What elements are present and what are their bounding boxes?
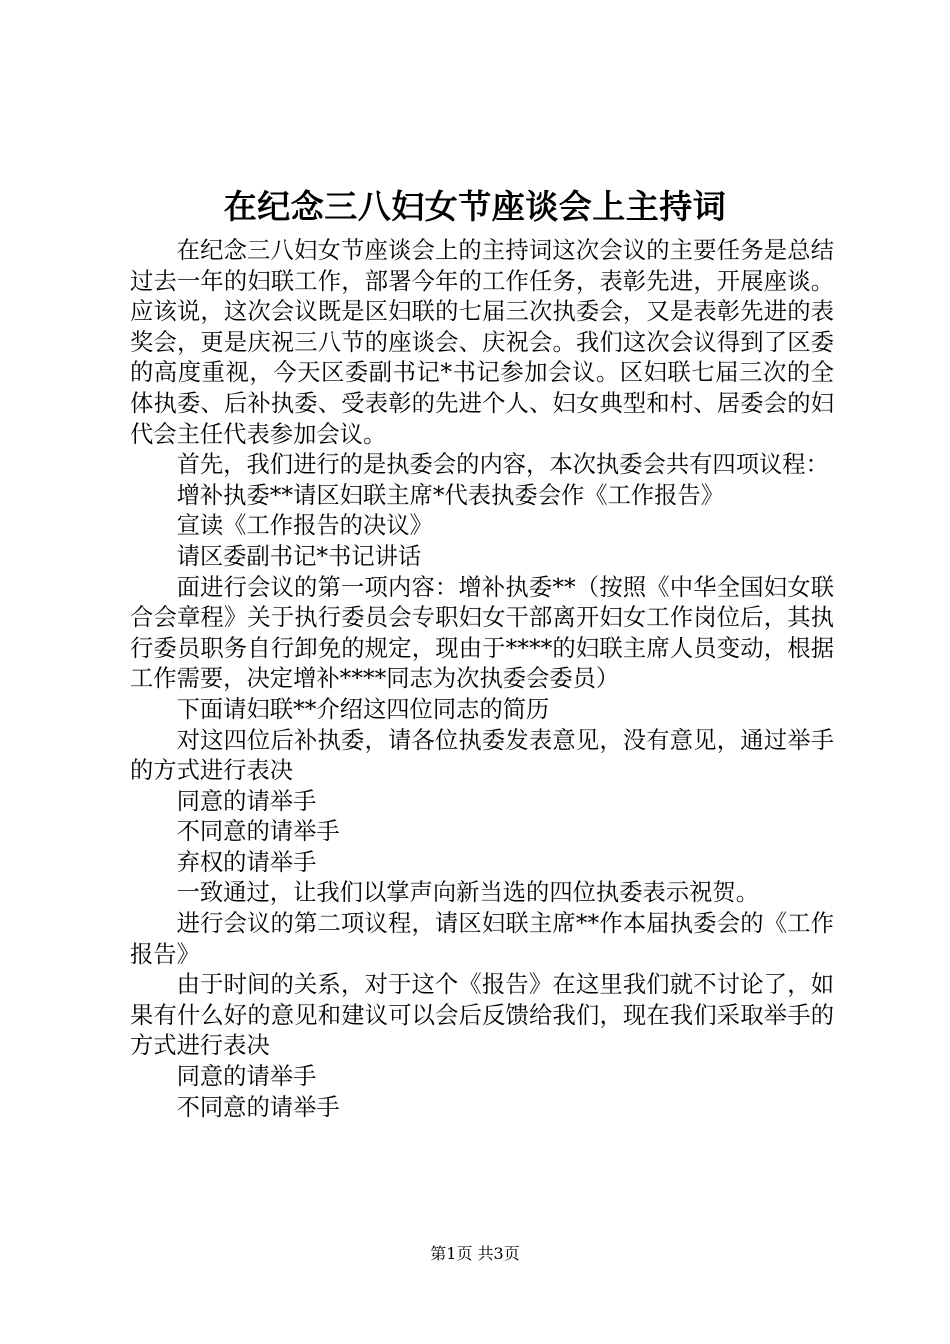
paragraph: 面进行会议的第一项内容：增补执委**（按照《中华全国妇女联合会章程》关于执行委员会专职妇女干部离开妇女工作岗位后，其执行委员职务自行卸免的规定，现由于****的妇联主席人员变动，根据工作需要，决定增补****同志为次执委会委员） (130, 573, 834, 693)
paragraph: 对这四位后补执委，请各位执委发表意见，没有意见，通过举手的方式进行表决 (130, 726, 834, 785)
paragraph: 不同意的请举手 (176, 818, 340, 846)
paragraph: 在纪念三八妇女节座谈会上的主持词这次会议的主要任务是总结过去一年的妇联工作，部署今年的工作任务，表彰先进，开展座谈。应该说，这次会议既是区妇联的七届三次执委会，又是表彰先进的表奖会，更是庆祝三八节的座谈会、庆祝会。我们这次会议得到了区委的高度重视，今天区委副书记*书记参加会议。区妇联七届三次的全体执委、后补执委、受表彰的先进个人、妇女典型和村、居委会的妇代会主任代表参加会议。 (130, 237, 834, 448)
paragraph: 不同意的请举手 (176, 1093, 340, 1121)
paragraph: 宣读《工作报告的决议》 (176, 512, 433, 540)
page-number-footer: 第1页 共3页 (430, 1244, 520, 1263)
paragraph: 弃权的请举手 (176, 848, 317, 876)
paragraph: 请区委副书记*书记讲话 (176, 542, 422, 570)
paragraph: 进行会议的第二项议程，请区妇联主席**作本届执委会的《工作报告》 (130, 910, 834, 968)
document-title: 在纪念三八妇女节座谈会上主持词 (223, 187, 727, 226)
paragraph: 下面请妇联**介绍这四位同志的简历 (176, 695, 550, 723)
document-body (130, 236, 834, 1123)
paragraph: 同意的请举手 (176, 1063, 317, 1091)
paragraph: 同意的请举手 (176, 787, 317, 815)
paragraph: 增补执委**请区妇联主席*代表执委会作《工作报告》 (176, 481, 725, 509)
paragraph: 一致通过，让我们以掌声向新当选的四位执委表示祝贺。 (176, 879, 760, 907)
paragraph: 首先，我们进行的是执委会的内容，本次执委会共有四项议程： (176, 451, 829, 479)
paragraph: 由于时间的关系，对于这个《报告》在这里我们就不讨论了，如果有什么好的意见和建议可以会后反馈给我们，现在我们采取举手的方式进行表决 (130, 971, 834, 1060)
